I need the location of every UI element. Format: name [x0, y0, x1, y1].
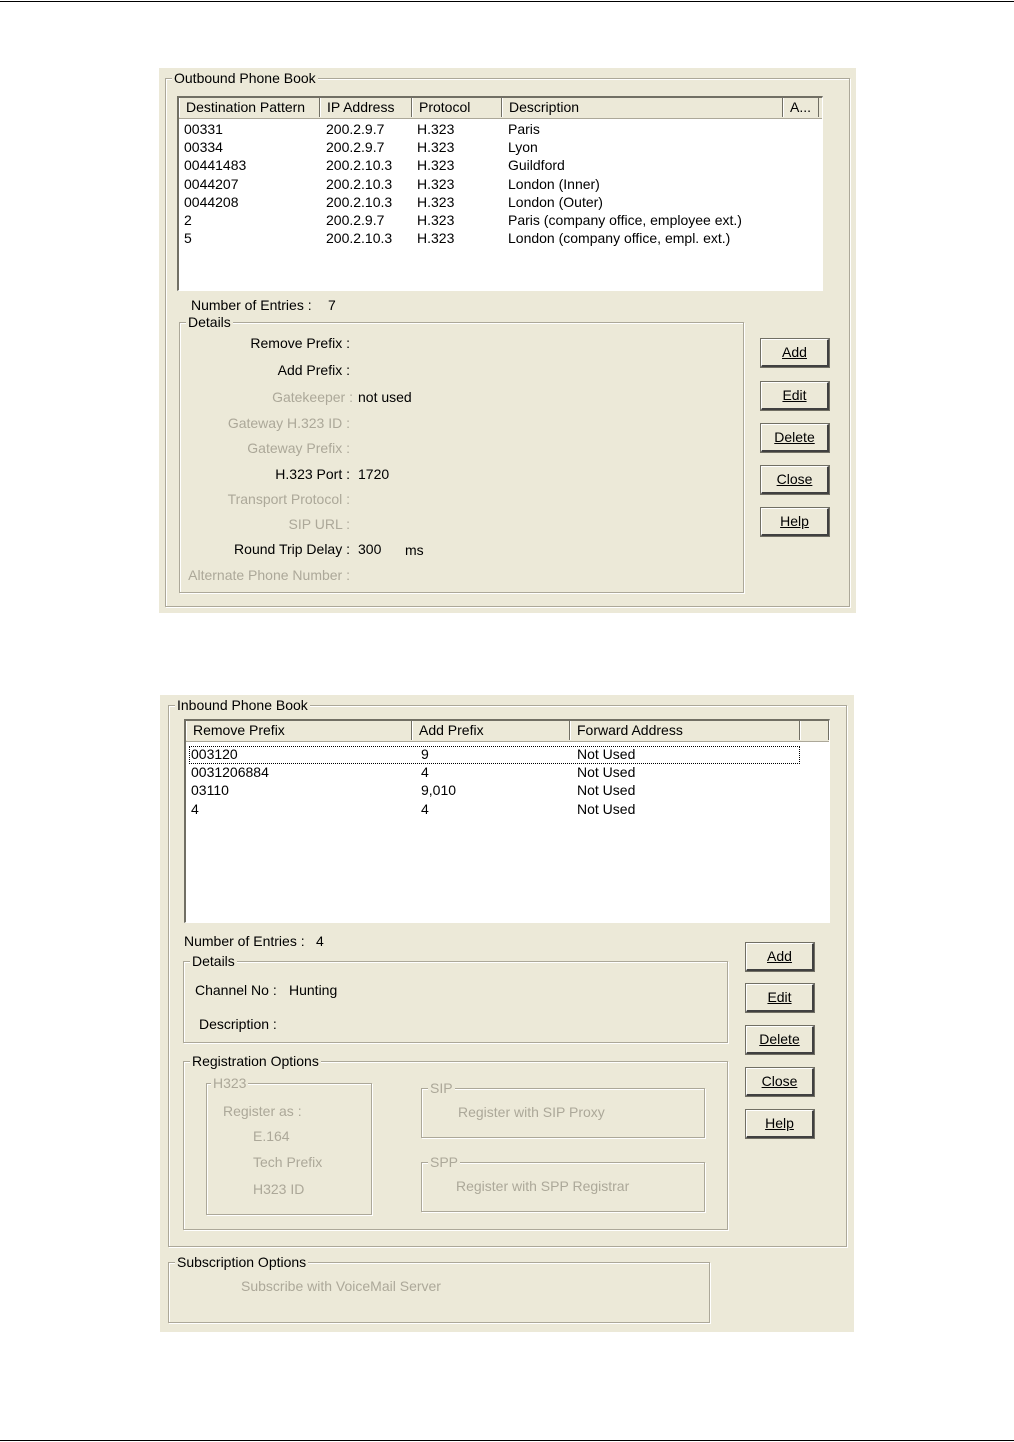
cell-add-prefix: 4 — [421, 764, 429, 781]
inbound-panel — [160, 695, 854, 1332]
gateway-h323-id-label: Gateway H.323 ID : — [227, 415, 350, 431]
outbound-add-label: Add — [782, 344, 807, 360]
cell-description: London (company office, empl. ext.) — [508, 230, 731, 247]
cell-forward-address: Not Used — [577, 782, 636, 799]
inbound-list[interactable] — [184, 719, 830, 923]
cell-protocol: H.323 — [417, 193, 455, 210]
table-row[interactable] — [186, 763, 829, 781]
inbound-help-button[interactable] — [746, 1110, 814, 1138]
description-label: Description : — [199, 1016, 277, 1032]
table-row[interactable] — [179, 229, 822, 247]
transport-protocol-label: Transport Protocol : — [227, 491, 350, 507]
cell-pattern: 0044208 — [184, 193, 239, 210]
cell-pattern: 0044207 — [184, 175, 239, 192]
registration-options-title: Registration Options — [192, 1053, 319, 1069]
outbound-edit-label: Edit — [782, 387, 807, 403]
sip-group-title: SIP — [430, 1080, 453, 1096]
cell-ip: 200.2.10.3 — [326, 230, 393, 247]
cell-remove-prefix: 4 — [191, 800, 199, 817]
register-spp-registrar-option[interactable]: Register with SPP Registrar — [456, 1178, 630, 1194]
cell-description: London (Outer) — [508, 193, 603, 210]
cell-ip: 200.2.10.3 — [326, 175, 393, 192]
cell-ip: 200.2.9.7 — [326, 139, 385, 156]
bottom-rule — [0, 1440, 1014, 1441]
cell-protocol: H.323 — [417, 212, 455, 228]
h323-port-value: 1720 — [358, 466, 390, 482]
cell-pattern: 00334 — [184, 139, 223, 156]
column-forward-address[interactable]: Forward Address — [570, 721, 800, 740]
h323-group-title: H323 — [213, 1075, 247, 1091]
inbound-delete-label: Delete — [759, 1031, 800, 1047]
cell-remove-prefix: 0031206884 — [191, 764, 269, 781]
remove-prefix-label: Remove Prefix : — [250, 335, 350, 351]
top-rule — [0, 1, 1014, 2]
inbound-group-title: Inbound Phone Book — [177, 697, 308, 713]
cell-description: London (Inner) — [508, 175, 600, 192]
register-sip-proxy-option[interactable]: Register with SIP Proxy — [458, 1104, 605, 1120]
round-trip-delay-unit: ms — [405, 542, 424, 558]
inbound-close-button[interactable] — [746, 1068, 814, 1096]
cell-add-prefix: 9,010 — [421, 782, 457, 799]
cell-protocol: H.323 — [417, 139, 455, 156]
sip-url-label: SIP URL : — [288, 516, 350, 532]
cell-forward-address: Not Used — [577, 746, 636, 762]
outbound-close-button[interactable] — [761, 466, 829, 494]
cell-description: Paris — [508, 121, 540, 137]
outbound-help-label: Help — [780, 513, 809, 529]
table-row[interactable] — [179, 156, 822, 174]
channel-no-value: Hunting — [289, 982, 338, 998]
outbound-group-title: Outbound Phone Book — [174, 70, 316, 86]
cell-description: Lyon — [508, 139, 538, 156]
inbound-add-button[interactable] — [746, 943, 814, 971]
round-trip-delay-value: 300 — [358, 541, 382, 557]
h323-id-option[interactable]: H323 ID — [253, 1181, 305, 1197]
inbound-entries-count: 4 — [316, 933, 324, 949]
cell-forward-address: Not Used — [577, 764, 636, 781]
cell-protocol: H.323 — [417, 157, 455, 174]
outbound-entries-label: Number of Entries : — [191, 297, 312, 313]
outbound-panel — [159, 68, 856, 613]
cell-protocol: H.323 — [417, 175, 455, 192]
inbound-details-title: Details — [192, 953, 235, 969]
inbound-edit-button[interactable] — [746, 984, 814, 1012]
gatekeeper-label: Gatekeeper : — [272, 389, 353, 405]
add-prefix-label: Add Prefix : — [277, 362, 350, 378]
h323-port-label: H.323 Port : — [275, 466, 350, 482]
cell-pattern: 00441483 — [184, 157, 247, 174]
inbound-close-label: Close — [761, 1073, 798, 1089]
inbound-add-label: Add — [767, 948, 792, 964]
subscribe-voicemail-option[interactable]: Subscribe with VoiceMail Server — [241, 1278, 441, 1294]
cell-ip: 200.2.9.7 — [326, 121, 385, 137]
subscription-options-title: Subscription Options — [177, 1254, 307, 1270]
cell-add-prefix: 9 — [421, 746, 429, 762]
column-destination-pattern[interactable]: Destination Pattern — [179, 98, 320, 117]
gatekeeper-value: not used — [358, 389, 412, 405]
outbound-list[interactable] — [177, 96, 823, 291]
alternate-phone-label: Alternate Phone Number : — [188, 567, 350, 583]
table-row[interactable] — [186, 745, 829, 763]
cell-description: Paris (company office, employee ext.) — [508, 212, 742, 228]
inbound-edit-label: Edit — [767, 989, 792, 1005]
cell-remove-prefix: 03110 — [191, 782, 229, 799]
outbound-delete-button[interactable] — [761, 424, 829, 452]
column-add-prefix[interactable]: Add Prefix — [412, 721, 570, 740]
column-alternate[interactable]: A... — [783, 98, 819, 117]
cell-ip: 200.2.10.3 — [326, 157, 393, 174]
cell-ip: 200.2.9.7 — [326, 212, 385, 228]
outbound-close-label: Close — [776, 471, 813, 487]
table-row[interactable] — [186, 781, 829, 799]
cell-pattern: 00331 — [184, 121, 223, 137]
table-row[interactable] — [179, 175, 822, 193]
outbound-delete-label: Delete — [774, 429, 815, 445]
outbound-entries-count: 7 — [328, 297, 336, 313]
inbound-delete-button[interactable] — [746, 1026, 814, 1054]
column-protocol[interactable]: Protocol — [412, 98, 502, 117]
outbound-details-title: Details — [188, 314, 231, 330]
table-row[interactable] — [179, 138, 822, 156]
cell-forward-address: Not Used — [577, 800, 636, 817]
inbound-entries-label: Number of Entries : — [184, 933, 305, 949]
table-row[interactable] — [186, 800, 829, 818]
table-row[interactable] — [179, 120, 822, 138]
cell-add-prefix: 4 — [421, 800, 429, 817]
cell-pattern: 5 — [184, 230, 192, 247]
channel-no-label: Channel No : — [195, 982, 277, 998]
outbound-list-header — [179, 98, 822, 119]
column-filler — [800, 721, 829, 740]
cell-ip: 200.2.10.3 — [326, 193, 393, 210]
outbound-edit-button[interactable] — [761, 382, 829, 410]
column-ip-address[interactable]: IP Address — [320, 98, 412, 117]
inbound-list-header — [186, 721, 829, 742]
cell-protocol: H.323 — [417, 121, 455, 137]
register-as-label: Register as : — [223, 1103, 302, 1119]
cell-protocol: H.323 — [417, 230, 455, 247]
cell-pattern: 2 — [184, 212, 192, 228]
outbound-add-button[interactable] — [761, 339, 829, 367]
column-remove-prefix[interactable]: Remove Prefix — [186, 721, 412, 740]
tech-prefix-option[interactable]: Tech Prefix — [253, 1154, 323, 1170]
round-trip-delay-label: Round Trip Delay : — [234, 541, 350, 557]
inbound-help-label: Help — [765, 1115, 794, 1131]
cell-description: Guildford — [508, 157, 565, 174]
table-row[interactable] — [179, 211, 822, 229]
spp-group-title: SPP — [430, 1154, 459, 1170]
e164-option[interactable]: E.164 — [253, 1128, 290, 1144]
cell-remove-prefix: 003120 — [191, 746, 238, 762]
gateway-prefix-label: Gateway Prefix : — [247, 440, 350, 456]
outbound-help-button[interactable] — [761, 508, 829, 536]
column-description[interactable]: Description — [502, 98, 783, 117]
table-row[interactable] — [179, 193, 822, 211]
